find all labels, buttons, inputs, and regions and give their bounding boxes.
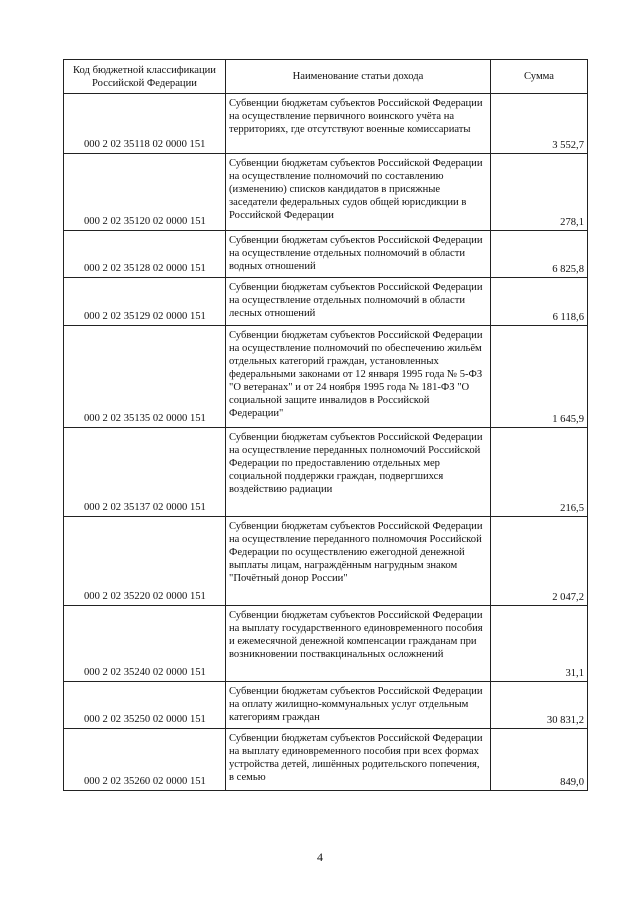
row-sum: 31,1 [491,606,588,682]
row-code: 000 2 02 35220 02 0000 151 [64,517,226,606]
row-sum: 3 552,7 [491,94,588,154]
table-row [64,729,588,791]
row-code: 000 2 02 35240 02 0000 151 [64,606,226,682]
row-sum: 278,1 [491,154,588,231]
row-sum: 30 831,2 [491,682,588,729]
row-description: Субвенции бюджетам субъектов Российской Федерации на оплату жилищно-коммунальных услуг отдельным категориям граждан [226,682,491,729]
row-code: 000 2 02 35129 02 0000 151 [64,278,226,326]
row-code: 000 2 02 35120 02 0000 151 [64,154,226,231]
row-code: 000 2 02 35135 02 0000 151 [64,326,226,428]
row-description: Субвенции бюджетам субъектов Российской Федерации на осуществление полномочий по обеспечению жильём отдельных категорий граждан, установленных федеральными законами от 12 января 1995 года № 5-ФЗ "О ветеранах" и от 24 ноября 1995 года № 181-ФЗ "О социальной защите инвалидов в Российской Федерации" [226,326,491,428]
header-name: Наименование статьи дохода [226,60,491,94]
revenue-table [63,59,588,791]
header-code: Код бюджетной классификации Российской Федерации [64,60,226,94]
table-row [64,94,588,154]
row-code: 000 2 02 35260 02 0000 151 [64,729,226,791]
row-sum: 849,0 [491,729,588,791]
row-code: 000 2 02 35128 02 0000 151 [64,231,226,278]
row-description: Субвенции бюджетам субъектов Российской Федерации на осуществление полномочий по составлению (изменению) списков кандидатов в присяжные заседатели федеральных судов общей юрисдикции в Российской Федерации [226,154,491,231]
row-description: Субвенции бюджетам субъектов Российской Федерации на выплату государственного единовременного пособия и ежемесячной денежной компенсации гражданам при возникновении поствакцинальных осложнений [226,606,491,682]
row-description: Субвенции бюджетам субъектов Российской Федерации на осуществление отдельных полномочий в области водных отношений [226,231,491,278]
row-sum: 6 825,8 [491,231,588,278]
row-description: Субвенции бюджетам субъектов Российской Федерации на осуществление переданного полномочия Российской Федерации по осуществлению ежегодной денежной выплаты лицам, награждённым нагрудным знаком "Почётный донор России" [226,517,491,606]
row-sum: 2 047,2 [491,517,588,606]
table-row [64,682,588,729]
table-row [64,154,588,231]
row-sum: 216,5 [491,428,588,517]
row-code: 000 2 02 35118 02 0000 151 [64,94,226,154]
row-description: Субвенции бюджетам субъектов Российской Федерации на осуществление переданных полномочий Российской Федерации по предоставлению отдельных мер социальной поддержки граждан, подвергшихся воздействию радиации [226,428,491,517]
row-code: 000 2 02 35137 02 0000 151 [64,428,226,517]
table-header-row [64,60,588,94]
row-description: Субвенции бюджетам субъектов Российской Федерации на выплату единовременного пособия при всех формах устройства детей, лишённых родительского попечения, в семью [226,729,491,791]
table-row [64,517,588,606]
table-row [64,326,588,428]
row-sum: 6 118,6 [491,278,588,326]
page-number: 4 [317,850,323,864]
row-description: Субвенции бюджетам субъектов Российской Федерации на осуществление первичного воинского учёта на территориях, где отсутствуют военные комиссариаты [226,94,491,154]
table-row [64,428,588,517]
row-code: 000 2 02 35250 02 0000 151 [64,682,226,729]
table-row [64,278,588,326]
row-sum: 1 645,9 [491,326,588,428]
table-row [64,606,588,682]
row-description: Субвенции бюджетам субъектов Российской Федерации на осуществление отдельных полномочий в области лесных отношений [226,278,491,326]
table-row [64,231,588,278]
header-sum: Сумма [491,60,588,94]
